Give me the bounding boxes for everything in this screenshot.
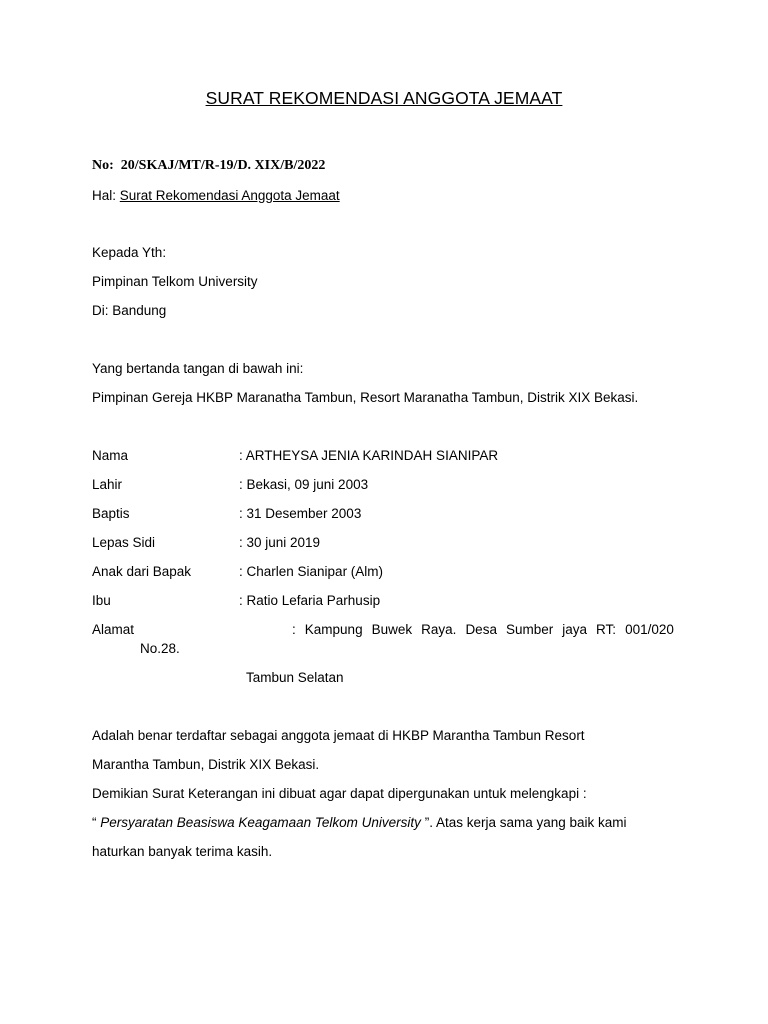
letter-subject	[92, 188, 340, 203]
letter-number	[92, 158, 325, 174]
field-value-lahir: : Bekasi, 09 juni 2003	[239, 477, 369, 492]
recipient-name: Pimpinan Telkom University	[92, 274, 258, 289]
address-word: Kampung	[304, 622, 363, 637]
address-continuation: No.28.	[140, 641, 180, 656]
field-value-baptis: : 31 Desember 2003	[239, 506, 362, 521]
body-line-1: Adalah benar terdaftar sebagai anggota jemaat di HKBP Marantha Tambun Resort	[92, 728, 585, 743]
address-word: Sumber	[505, 622, 554, 637]
address-line-2: Tambun Selatan	[246, 670, 344, 685]
number-label: No:	[92, 158, 114, 173]
number-value: 20/SKAJ/MT/R-19/D. XIX/B/2022	[120, 158, 326, 173]
field-label-bapak: Anak dari Bapak	[92, 564, 192, 579]
field-value-nama: : ARTHEYSA JENIA KARINDAH SIANIPAR	[239, 448, 499, 463]
field-label-ibu: Ibu	[92, 593, 111, 608]
field-value-ibu: : Ratio Lefaria Parhusip	[239, 593, 381, 608]
field-label-lepas-sidi: Lepas Sidi	[92, 535, 156, 550]
letter-title: SURAT REKOMENDASI ANGGOTA JEMAAT	[205, 88, 563, 108]
intro-line-2: Pimpinan Gereja HKBP Maranatha Tambun, Resort Maranatha Tambun, Distrik XIX Bekasi.	[92, 390, 639, 405]
field-label-baptis: Baptis	[92, 506, 130, 521]
field-value-alamat	[292, 622, 674, 637]
subject-label: Hal:	[92, 188, 117, 203]
field-label-alamat: Alamat	[92, 622, 135, 637]
address-word: Desa	[465, 622, 497, 637]
address-word: Raya.	[421, 622, 457, 637]
scholarship-name: Persyaratan Beasiswa Keagamaan Telkom University	[100, 815, 421, 830]
open-quote: “	[92, 815, 97, 830]
address-word: jaya	[562, 622, 588, 637]
body-line-4	[92, 815, 627, 830]
close-quote: ”	[424, 815, 430, 830]
address-word: RT:	[596, 622, 617, 637]
body-line-5: haturkan banyak terima kasih.	[92, 844, 273, 859]
address-word: Buwek	[371, 622, 413, 637]
recipient-greeting: Kepada Yth:	[92, 245, 167, 260]
intro-line-1: Yang bertanda tangan di bawah ini:	[92, 361, 304, 376]
field-label-lahir: Lahir	[92, 477, 123, 492]
recipient-location: Di: Bandung	[92, 303, 167, 318]
body-line-4-rest: . Atas kerja sama yang baik kami	[429, 815, 627, 830]
field-label-nama: Nama	[92, 448, 129, 463]
body-line-3: Demikian Surat Keterangan ini dibuat agar dapat dipergunakan untuk melengkapi :	[92, 786, 587, 801]
address-word: 001/020	[625, 622, 674, 637]
address-word: :	[292, 622, 296, 637]
field-value-bapak: : Charlen Sianipar (Alm)	[239, 564, 384, 579]
subject-value: Surat Rekomendasi Anggota Jemaat	[119, 188, 340, 203]
body-line-2: Marantha Tambun, Distrik XIX Bekasi.	[92, 757, 320, 772]
field-value-lepas-sidi: : 30 juni 2019	[239, 535, 321, 550]
